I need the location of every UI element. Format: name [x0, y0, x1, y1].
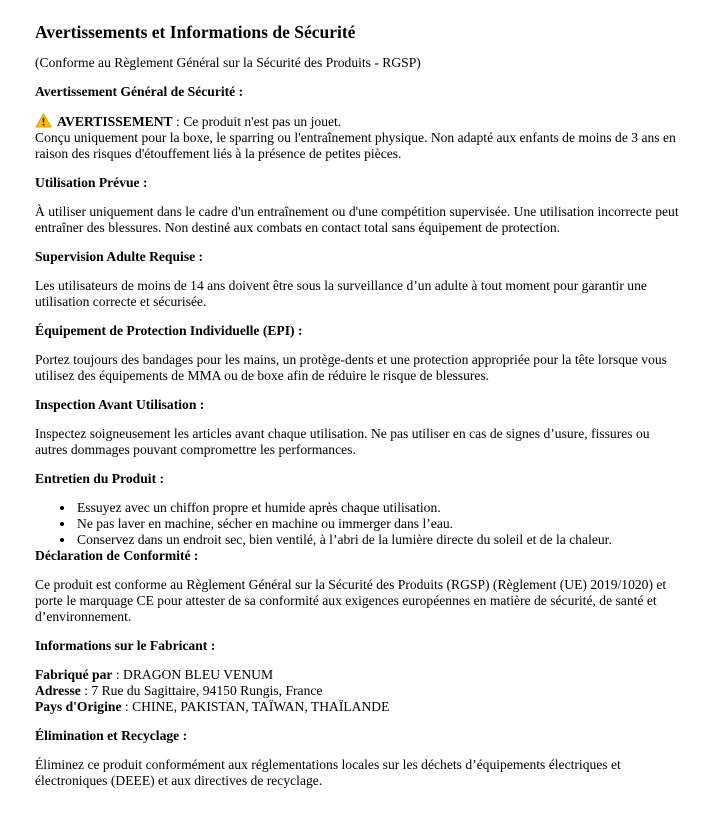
field-label: Pays d'Origine	[35, 699, 122, 714]
warning-body: Conçu uniquement pour la boxe, le sparring ou l'entraînement physique. Non adapté aux enfants de moins de 3 ans en raison des risques d'étouffement liés à la présence de petites pièces.	[35, 130, 676, 161]
field-separator: :	[80, 683, 92, 698]
field-value: DRAGON BLEU VENUM	[123, 667, 274, 682]
manufacturer-info	[35, 667, 682, 715]
warning-paragraph	[35, 113, 682, 162]
section-heading-general-warning: Avertissement Général de Sécurité :	[35, 84, 244, 99]
manufacturer-field-made-by	[35, 667, 682, 683]
section-heading-ppe: Équipement de Protection Individuelle (EPI) :	[35, 323, 303, 338]
adult-supervision-body: Les utilisateurs de moins de 14 ans doivent être sous la surveillance d’un adulte à tout moment pour garantir une utilisation correcte et sécurisée.	[35, 278, 647, 309]
recycling-body: Éliminez ce produit conformément aux réglementations locales sur les déchets d’équipements électriques et électroniques (DEEE) et aux directives de recyclage.	[35, 757, 621, 788]
section-heading-intended-use: Utilisation Prévue :	[35, 175, 148, 190]
section-heading-manufacturer: Informations sur le Fabricant :	[35, 638, 216, 653]
section-heading-recycling: Élimination et Recyclage :	[35, 728, 188, 743]
intended-use-body: À utiliser uniquement dans le cadre d'un entraînement ou d'une compétition supervisée. Une utilisation incorrecte peut entraîner des blessures. Non destiné aux combats en contact total sans équipement de protection.	[35, 204, 679, 235]
section-heading-inspection: Inspection Avant Utilisation :	[35, 397, 205, 412]
maintenance-bullet-item: • Conservez dans un endroit sec, bien ventilé, à l’abri de la lumière directe du soleil et de la chaleur.	[75, 532, 682, 548]
subtitle: (Conforme au Règlement Général sur la Sécurité des Produits - RGSP)	[35, 55, 421, 70]
section-heading-conformity: Déclaration de Conformité :	[35, 548, 199, 563]
warning-label: AVERTISSEMENT	[57, 114, 173, 129]
maintenance-bullet-item: • Ne pas laver en machine, sécher en machine ou immerger dans l’eau.	[75, 516, 682, 532]
field-separator: :	[112, 667, 123, 682]
ppe-body: Portez toujours des bandages pour les mains, un protège-dents et une protection appropriée pour la tête lorsque vous utilisez des équipements de MMA ou de boxe afin de réduire le risque de blessures.	[35, 352, 667, 383]
field-value: 7 Rue du Sagittaire, 94150 Rungis, France	[91, 683, 323, 698]
conformity-body: Ce produit est conforme au Règlement Général sur la Sécurité des Produits (RGSP) (Règlement (UE) 2019/1020) et porte le marquage CE pour attester de sa conformité aux exigences européennes en matière de sécurité, de santé et d’environnement.	[35, 577, 667, 624]
section-heading-adult-supervision: Supervision Adulte Requise :	[35, 249, 204, 264]
field-label: Fabriqué par	[35, 667, 113, 682]
field-label: Adresse	[35, 683, 81, 698]
maintenance-bullet-list	[35, 500, 682, 548]
inspection-body: Inspectez soigneusement les articles avant chaque utilisation. Ne pas utiliser en cas de signes d’usure, fissures ou autres dommages pouvant compromettre les performances.	[35, 426, 650, 457]
manufacturer-field-address	[35, 683, 682, 699]
warning-rest: : Ce produit n'est pas un jouet.	[172, 114, 342, 129]
maintenance-bullet-item: • Essuyez avec un chiffon propre et humide après chaque utilisation.	[75, 500, 682, 516]
page-title: Avertissements et Informations de Sécurité	[35, 22, 356, 42]
section-heading-maintenance: Entretien du Produit :	[35, 471, 165, 486]
field-value: CHINE, PAKISTAN, TAÏWAN, THAÏLANDE	[132, 699, 390, 714]
field-separator: :	[121, 699, 133, 714]
manufacturer-field-origin	[35, 699, 682, 715]
warning-triangle-icon	[35, 113, 52, 128]
